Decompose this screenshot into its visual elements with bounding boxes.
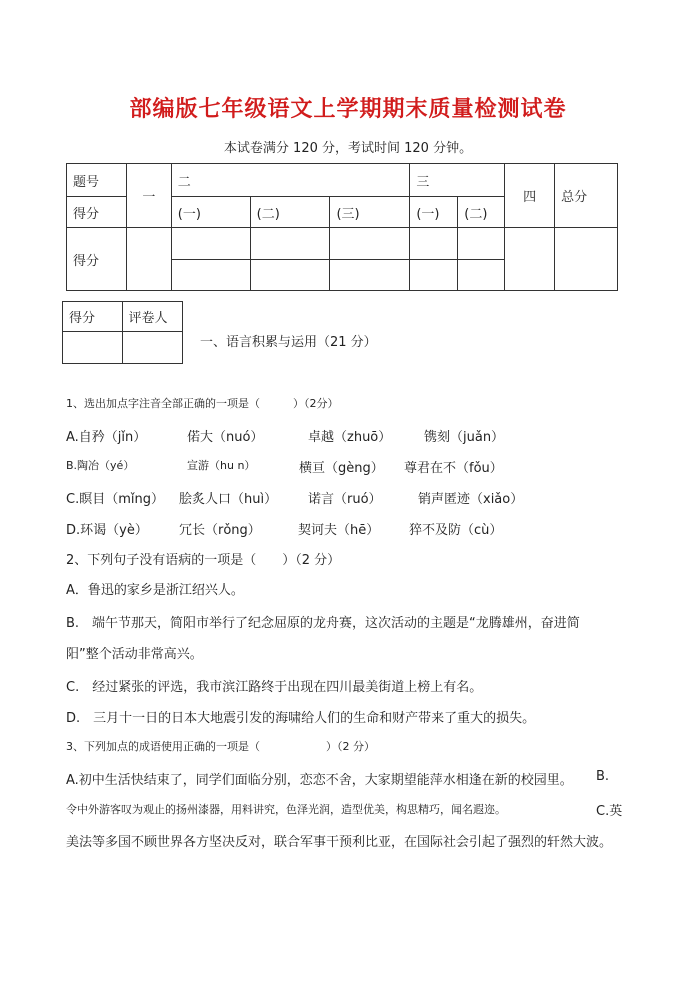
- header-part-2: 二: [171, 164, 410, 197]
- q3-option-b-label: B.: [596, 769, 610, 784]
- exam-info: 本试卷满分 120 分，考试时间 120 分钟。: [223, 141, 473, 156]
- q2-option-b-cont: 阳”整个活动非常高兴。: [66, 647, 203, 662]
- page-title: 部编版七年级语文上学期期末质量检测试卷: [129, 96, 567, 122]
- sub-2-3: (三): [330, 197, 410, 228]
- q2-option-c: C. 经过紧张的评选，我市滨江路终于出现在四川最美街道上榜上有名。: [66, 680, 483, 695]
- score-table: [66, 163, 618, 291]
- score-cell[interactable]: [458, 260, 505, 291]
- q2-option-a: A．鲁迅的家乡是浙江绍兴人。: [66, 583, 244, 598]
- q1-option-b: B.陶冶（yé） 宣游（hu n） 横亘（gèng） 尊君在不（fǒu）: [66, 459, 503, 476]
- section-heading: 一、语言积累与运用（21 分）: [200, 335, 377, 350]
- q3-option-c-label: C.英: [596, 804, 623, 819]
- score-row-label: 得分: [67, 228, 127, 291]
- q2-option-d: D. 三月十一日的日本大地震引发的海啸给人们的生命和财产带来了重大的损失。: [66, 711, 536, 726]
- header-part-4: 四: [505, 164, 555, 228]
- score-cell[interactable]: [410, 260, 458, 291]
- score-cell[interactable]: [330, 260, 410, 291]
- score-cell[interactable]: [171, 228, 250, 260]
- score-cell[interactable]: [250, 260, 330, 291]
- score-cell[interactable]: [410, 228, 458, 260]
- header-part-3: 三: [410, 164, 505, 197]
- score-cell[interactable]: [171, 260, 250, 291]
- sub-2-1: (一): [171, 197, 250, 228]
- header-total: 总分: [555, 164, 618, 228]
- q3-option-c: 美法等多国不顾世界各方坚决反对，联合军事干预利比亚，在国际社会引起了强烈的轩然大波。: [66, 835, 613, 850]
- sub-3-1: (一): [410, 197, 458, 228]
- sub-2-2: (二): [250, 197, 330, 228]
- grader-reviewer-cell[interactable]: [122, 332, 183, 364]
- grader-score-cell[interactable]: [63, 332, 123, 364]
- score-cell[interactable]: [555, 228, 618, 291]
- q1-stem: 1、选出加点字注音全部正确的一项是（ ）（2分）: [66, 397, 339, 410]
- row-score-label: 得分: [67, 197, 127, 228]
- grader-box: [62, 301, 183, 364]
- score-cell[interactable]: [126, 228, 171, 291]
- score-cell[interactable]: [250, 228, 330, 260]
- header-part-1: 一: [126, 164, 171, 228]
- header-question-no: 题号: [67, 164, 127, 197]
- grader-reviewer-label: 评卷人: [122, 302, 183, 332]
- q3-stem: 3、下列加点的成语使用正确的一项是（ ）（2 分）: [66, 740, 375, 753]
- q1-option-a: A.自矜（jǐn） 偌大（nuó） 卓越（zhuō） 镌刻（juǎn）: [66, 430, 505, 445]
- sub-3-2: (二): [458, 197, 505, 228]
- q1-option-c: C.瞑目（mǐng） 脍炙人口（huì） 诺言（ruó） 销声匿迹（xiǎo）: [66, 492, 524, 507]
- score-cell[interactable]: [458, 228, 505, 260]
- q1-option-d: D.环谒（yè） 冗长（rǒng） 契诃夫（hē） 猝不及防（cù）: [66, 523, 503, 538]
- score-cell[interactable]: [330, 228, 410, 260]
- grader-score-label: 得分: [63, 302, 123, 332]
- q3-option-a: A.初中生活快结束了，同学们面临分别，恋恋不舍，大家期望能萍水相逢在新的校园里。: [66, 773, 573, 788]
- q2-option-b: B. 端午节那天，简阳市举行了纪念屈原的龙舟赛，这次活动的主题是“龙腾雄州，奋进简: [66, 616, 580, 631]
- score-cell[interactable]: [505, 228, 555, 291]
- q2-stem: 2、下列句子没有语病的一项是（ ）（2 分）: [66, 553, 341, 568]
- q3-option-b: 令中外游客叹为观止的扬州漆器，用料讲究，色泽光润，造型优美，构思精巧，闻名遐迩。: [66, 803, 506, 816]
